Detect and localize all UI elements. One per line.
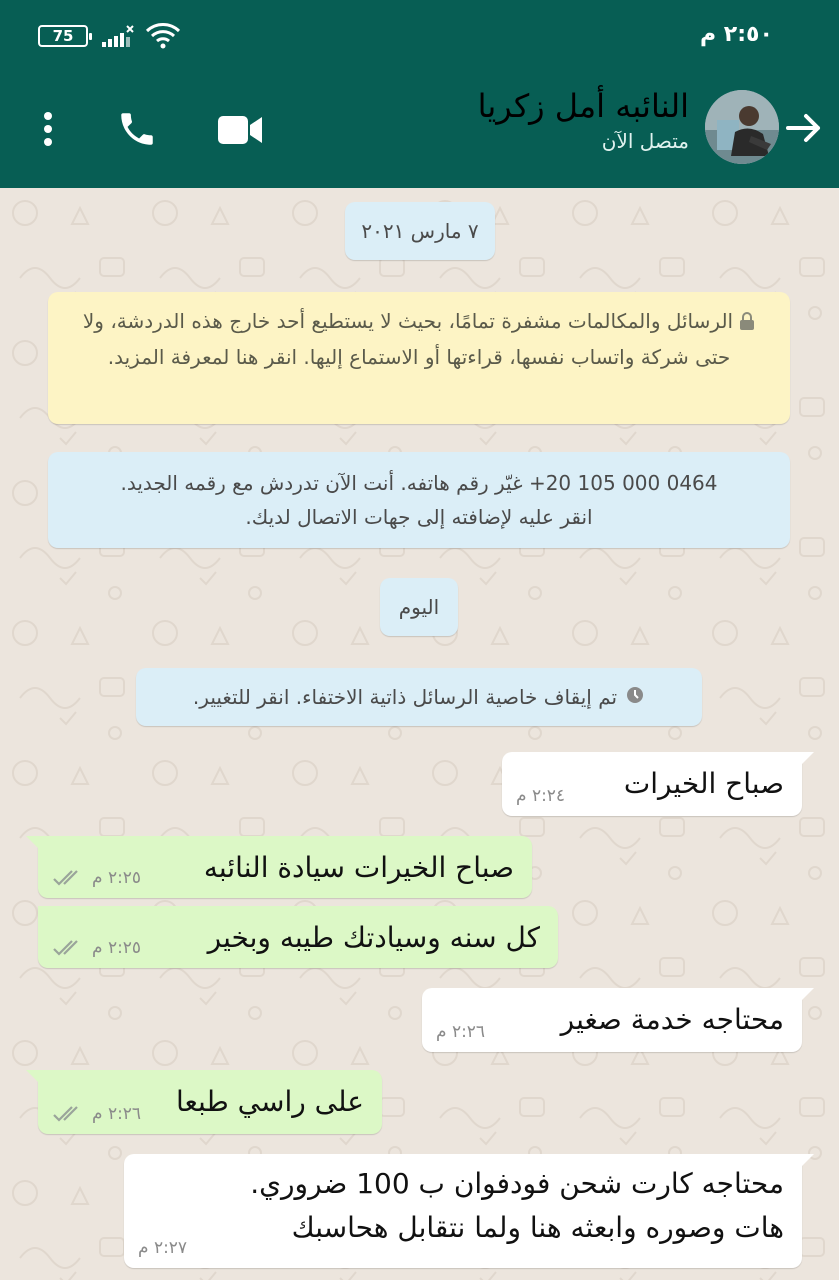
disappearing-notice[interactable] <box>136 668 702 726</box>
date-label-today: اليوم <box>398 595 440 619</box>
encryption-notice[interactable] <box>48 292 790 424</box>
number-change-line2: انقر عليه لإضافته إلى جهات الاتصال لديك. <box>245 505 593 529</box>
message-time: ٢:٢٦ م <box>92 1104 142 1124</box>
date-divider <box>345 202 495 260</box>
message-time: ٢:٢٧ م <box>138 1238 188 1258</box>
message-meta <box>516 786 565 806</box>
battery-level: 75 <box>52 27 74 45</box>
message-text-line1: محتاجه كارت شحن فودفوان ب 100 ضروري. <box>250 1167 784 1200</box>
message-bubble[interactable] <box>38 906 558 968</box>
contact-title[interactable] <box>478 86 689 156</box>
message-bubble[interactable] <box>38 1070 382 1134</box>
message-bubble[interactable] <box>38 836 532 898</box>
message-text: صباح الخيرات <box>623 767 784 800</box>
message-text: صباح الخيرات سيادة النائبه <box>203 851 514 884</box>
message-text: على راسي طبعا <box>176 1085 364 1118</box>
message-bubble[interactable] <box>502 752 802 816</box>
avatar[interactable] <box>705 90 779 164</box>
message-text: كل سنه وسيادتك طيبه وبخير <box>207 921 540 954</box>
number-change-line1: 0464 000 105 20+ غيّر رقم هاتفه. أنت الآن تدردش مع رقمه الجديد. <box>120 471 718 495</box>
message-time: ٢:٢٥ م <box>92 868 142 888</box>
back-arrow-icon[interactable] <box>784 108 824 148</box>
contact-name: النائبه أمل زكريا <box>477 87 689 125</box>
status-bar <box>0 0 839 68</box>
contact-status: متصل الآن <box>601 129 689 153</box>
more-options-icon[interactable] <box>36 110 60 150</box>
date-label: ٧ مارس ٢٠٢١ <box>361 219 479 243</box>
message-meta <box>52 938 141 958</box>
message-time: ٢:٢٤ م <box>516 786 566 806</box>
voice-call-icon[interactable] <box>116 108 158 150</box>
message-time: ٢:٢٥ م <box>92 938 142 958</box>
battery-icon <box>38 25 88 47</box>
number-change-notice[interactable] <box>48 452 790 548</box>
signal-icon <box>102 24 136 48</box>
status-time: ٢:٥٠ م <box>700 22 773 47</box>
video-call-icon[interactable] <box>216 112 264 148</box>
double-check-icon <box>52 869 86 887</box>
message-meta <box>52 1104 141 1124</box>
disappearing-text: تم إيقاف خاصية الرسائل ذاتية الاختفاء. انقر للتغيير. <box>192 685 618 709</box>
avatar-photo <box>705 90 779 164</box>
lock-icon <box>739 306 755 340</box>
message-meta <box>138 1238 187 1258</box>
double-check-icon <box>52 1105 86 1123</box>
message-text: محتاجه خدمة صغير <box>560 1003 784 1036</box>
message-meta <box>52 868 141 888</box>
message-text-line2: هات وصوره وابعثه هنا ولما نتقابل هحاسبك <box>291 1211 784 1244</box>
date-divider-today <box>380 578 458 636</box>
message-time: ٢:٢٦ م <box>436 1022 486 1042</box>
wifi-icon <box>145 22 181 50</box>
timer-icon <box>625 685 645 710</box>
message-bubble[interactable] <box>422 988 802 1052</box>
message-meta <box>436 1022 485 1042</box>
double-check-icon <box>52 939 86 957</box>
encryption-text: الرسائل والمكالمات مشفرة تمامًا، بحيث لا يستطيع أحد خارج هذه الدردشة، ولا حتى شركة واتساب نفسها، قراءتها أو الاستماع إليها. انقر هنا لمعرفة المزيد. <box>82 309 734 369</box>
message-bubble[interactable] <box>124 1154 802 1268</box>
